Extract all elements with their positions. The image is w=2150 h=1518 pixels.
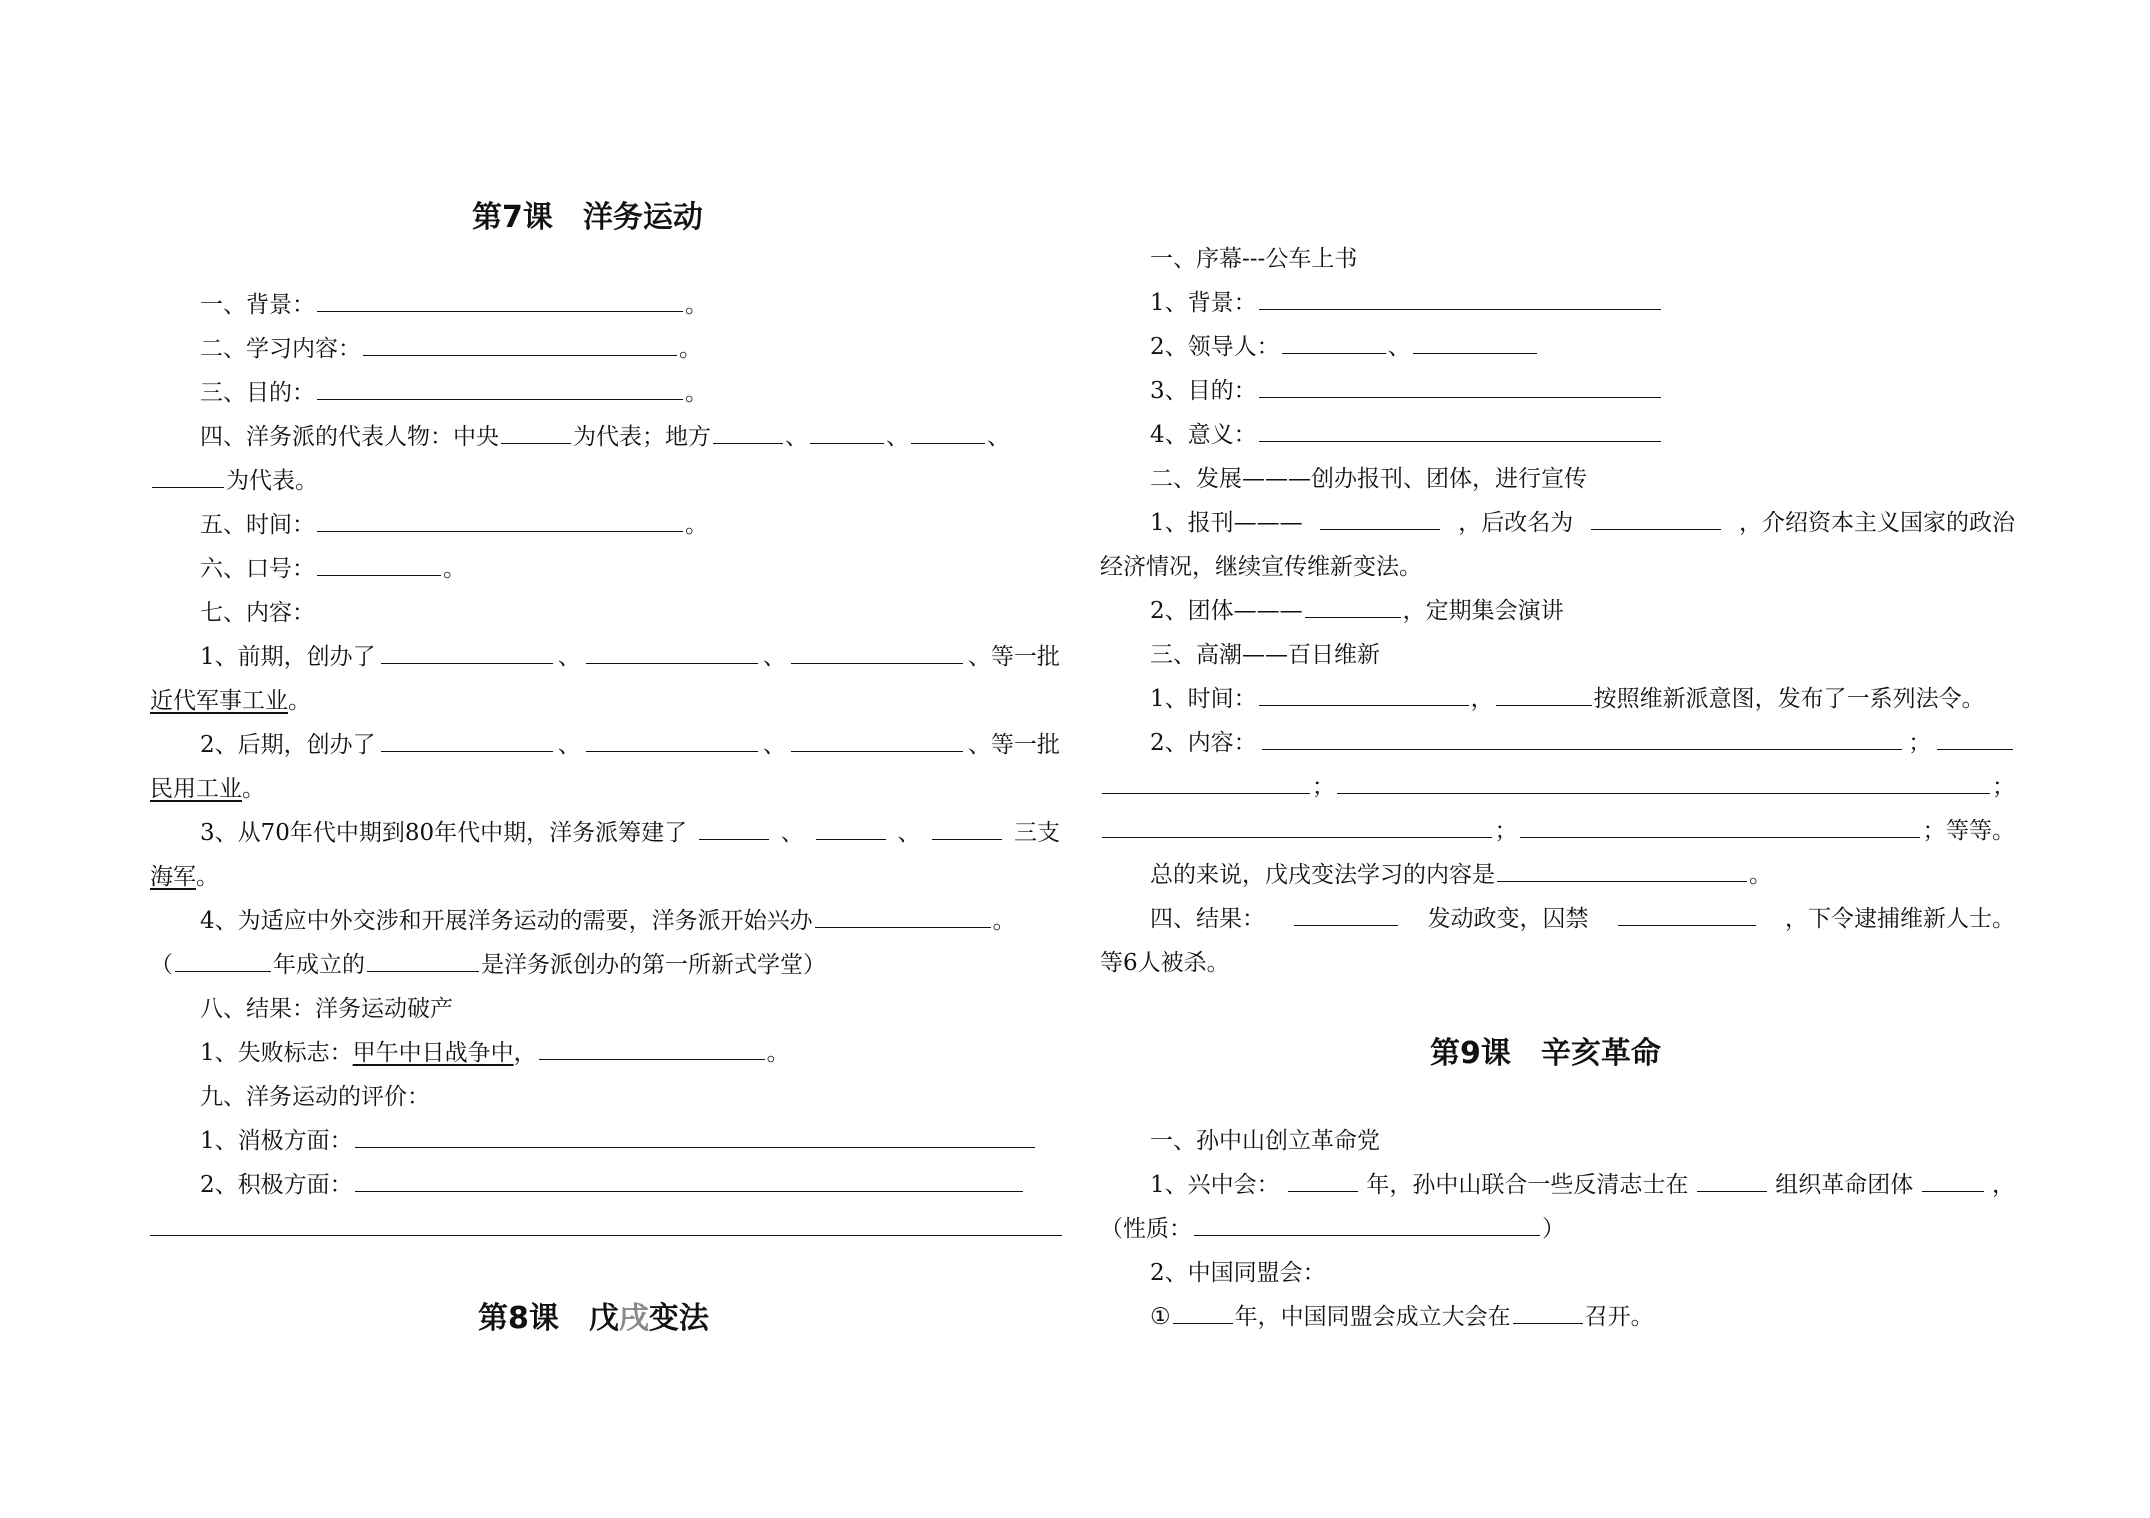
navy-blank-3[interactable] — [932, 819, 1002, 840]
school-year-blank[interactable] — [175, 951, 271, 972]
eval-line: 九、洋务运动的评价： — [200, 1084, 430, 1110]
group-name-blank[interactable] — [1305, 597, 1401, 618]
lesson7-title: 第7课 洋务运动 — [472, 200, 703, 235]
late-industry-blank-2[interactable] — [586, 731, 758, 752]
local-figure-blank-1[interactable] — [713, 423, 783, 444]
school-name-blank[interactable] — [367, 951, 479, 972]
paper-line: 1、报刊——— ，后改名为 ，介绍资本主义国家的政治 — [1150, 510, 2015, 536]
climax-heading: 三、高潮——百日维新 — [1150, 642, 1380, 668]
paper-name-blank[interactable] — [1320, 509, 1440, 530]
people-line-cont: 为代表。 — [150, 465, 1060, 497]
paper-rename-blank[interactable] — [1591, 509, 1721, 530]
school-line-cont: （ 年成立的 是洋务派创办的第一所新式学堂） — [150, 952, 826, 978]
navy-blank-1[interactable] — [699, 819, 769, 840]
meaning-line: 4、意义： — [1100, 419, 2015, 451]
goal-line: 三、目的： 。 — [200, 380, 708, 406]
reform-content-line-2: ； ； — [1100, 771, 2015, 803]
imprison-blank[interactable] — [1618, 905, 1756, 926]
early-industry-blank-3[interactable] — [791, 643, 963, 664]
reform-content-blank-4[interactable] — [1102, 817, 1492, 838]
reform-content-line: 2、内容： ； — [1100, 727, 2015, 759]
xzh-place-blank[interactable] — [1697, 1171, 1767, 1192]
lesson8-title: 第8课 戊戌变法 — [478, 1301, 709, 1336]
people-line: 四、洋务派的代表人物：中央 为代表；地方 、 、 、 — [200, 424, 1010, 450]
positive-line: 2、积极方面： — [150, 1169, 1060, 1201]
late-industry-blank-1[interactable] — [381, 731, 553, 752]
league-found-line: ① 年，中国同盟会成立大会在 召开。 — [1150, 1304, 1654, 1330]
time-line: 五、时间： 。 — [200, 512, 708, 538]
positive-blank-cont[interactable] — [150, 1235, 1062, 1236]
goal-blank[interactable] — [317, 379, 683, 400]
meaning-blank[interactable] — [1259, 421, 1661, 442]
content-heading: 七、内容： — [200, 600, 315, 626]
league-year-blank[interactable] — [1173, 1303, 1233, 1324]
reform-time-blank[interactable] — [1259, 685, 1469, 706]
navy-line-cont: 海军。 — [150, 864, 219, 890]
background-line: 一、背景： 。 — [200, 292, 708, 318]
leaders-line: 2、领导人： 、 — [1100, 331, 2015, 363]
early-line-cont: 近代军事工业。 — [150, 688, 311, 714]
league-heading: 2、中国同盟会： — [1150, 1260, 1326, 1286]
xzh-year-blank[interactable] — [1288, 1171, 1358, 1192]
central-figure-blank[interactable] — [501, 423, 571, 444]
killed-line: 等6人被杀。 — [1100, 950, 1230, 976]
reform-emperor-blank[interactable] — [1496, 685, 1592, 706]
late-line: 2、后期，创办了 、 、 、等一批 — [200, 732, 1060, 758]
leader-blank-1[interactable] — [1282, 333, 1386, 354]
reform-content-blank-5[interactable] — [1520, 817, 1920, 838]
summary-line: 总的来说，戊戌变法学习的内容是 。 — [1150, 862, 1772, 888]
party-heading: 一、孙中山创立革命党 — [1150, 1128, 1380, 1154]
reform-content-line-3: ； ； 等等。 — [1100, 815, 2015, 847]
background-blank[interactable] — [317, 291, 683, 312]
fail-line: 1、失败标志：甲午中日战争中， 。 — [200, 1040, 790, 1066]
time-blank[interactable] — [317, 511, 683, 532]
school-blank[interactable] — [815, 907, 991, 928]
xzh-group-blank[interactable] — [1922, 1171, 1984, 1192]
early-industry-blank-2[interactable] — [586, 643, 758, 664]
l8-result-line: 四、结果： 发动政变，囚禁 ，下令逮捕维新人士。 — [1150, 906, 2015, 932]
navy-blank-2[interactable] — [816, 819, 886, 840]
reform-content-blank-2-cont[interactable] — [1102, 773, 1310, 794]
early-line: 1、前期，创办了 、 、 、等一批 — [200, 644, 1060, 670]
fail-blank[interactable] — [539, 1039, 765, 1060]
school-line: 4、为适应中外交涉和开展洋务运动的需要，洋务派开始兴办 。 — [200, 908, 1016, 934]
coup-blank[interactable] — [1294, 905, 1398, 926]
late-industry-blank-3[interactable] — [791, 731, 963, 752]
nature-line: （性质： ） — [1100, 1216, 1565, 1242]
local-figure-blank-3[interactable] — [911, 423, 985, 444]
reform-content-blank-1[interactable] — [1262, 729, 1902, 750]
summary-blank[interactable] — [1497, 861, 1747, 882]
reform-content-blank-2[interactable] — [1937, 729, 2013, 750]
l8-bg-line: 1、背景： — [1100, 287, 2015, 319]
negative-line: 1、消极方面： — [150, 1125, 1060, 1157]
reform-content-blank-3[interactable] — [1337, 773, 1990, 794]
early-industry-blank-1[interactable] — [381, 643, 553, 664]
develop-heading: 二、发展———创办报刊、团体，进行宣传 — [1150, 466, 1587, 492]
nature-blank[interactable] — [1194, 1215, 1540, 1236]
l8-goal-blank[interactable] — [1259, 377, 1661, 398]
slogan-line: 六、口号： 。 — [200, 556, 466, 582]
l8-bg-blank[interactable] — [1259, 289, 1661, 310]
study-blank[interactable] — [363, 335, 677, 356]
prelude-heading: 一、序幕---公车上书 — [1150, 246, 1358, 272]
slogan-blank[interactable] — [317, 555, 441, 576]
negative-blank[interactable] — [355, 1127, 1035, 1148]
navy-line: 3、从70年代中期到80年代中期，洋务派筹建了 、 、 三支 — [200, 820, 1060, 846]
late-line-cont: 民用工业。 — [150, 776, 265, 802]
paper-line-cont: 经济情况，继续宣传维新变法。 — [1100, 554, 1422, 580]
league-place-blank[interactable] — [1513, 1303, 1583, 1324]
xingzhonghui-line: 1、兴中会： 年，孙中山联合一些反清志士在 组织革命团体 ， — [1150, 1172, 2015, 1198]
reform-time-line: 1、时间： ， 按照维新派意图，发布了一系列法令。 — [1150, 686, 1985, 712]
local-figure-blank-2[interactable] — [810, 423, 884, 444]
positive-blank[interactable] — [355, 1171, 1023, 1192]
lesson9-title: 第9课 辛亥革命 — [1430, 1036, 1661, 1071]
leader-blank-2[interactable] — [1413, 333, 1537, 354]
result-line: 八、结果：洋务运动破产 — [200, 996, 453, 1022]
group-line: 2、团体——— ，定期集会演讲 — [1150, 598, 1564, 624]
local-figure-blank-4[interactable] — [152, 467, 224, 488]
l8-goal-line: 3、目的： — [1100, 375, 2015, 407]
study-line: 二、学习内容： 。 — [200, 336, 702, 362]
